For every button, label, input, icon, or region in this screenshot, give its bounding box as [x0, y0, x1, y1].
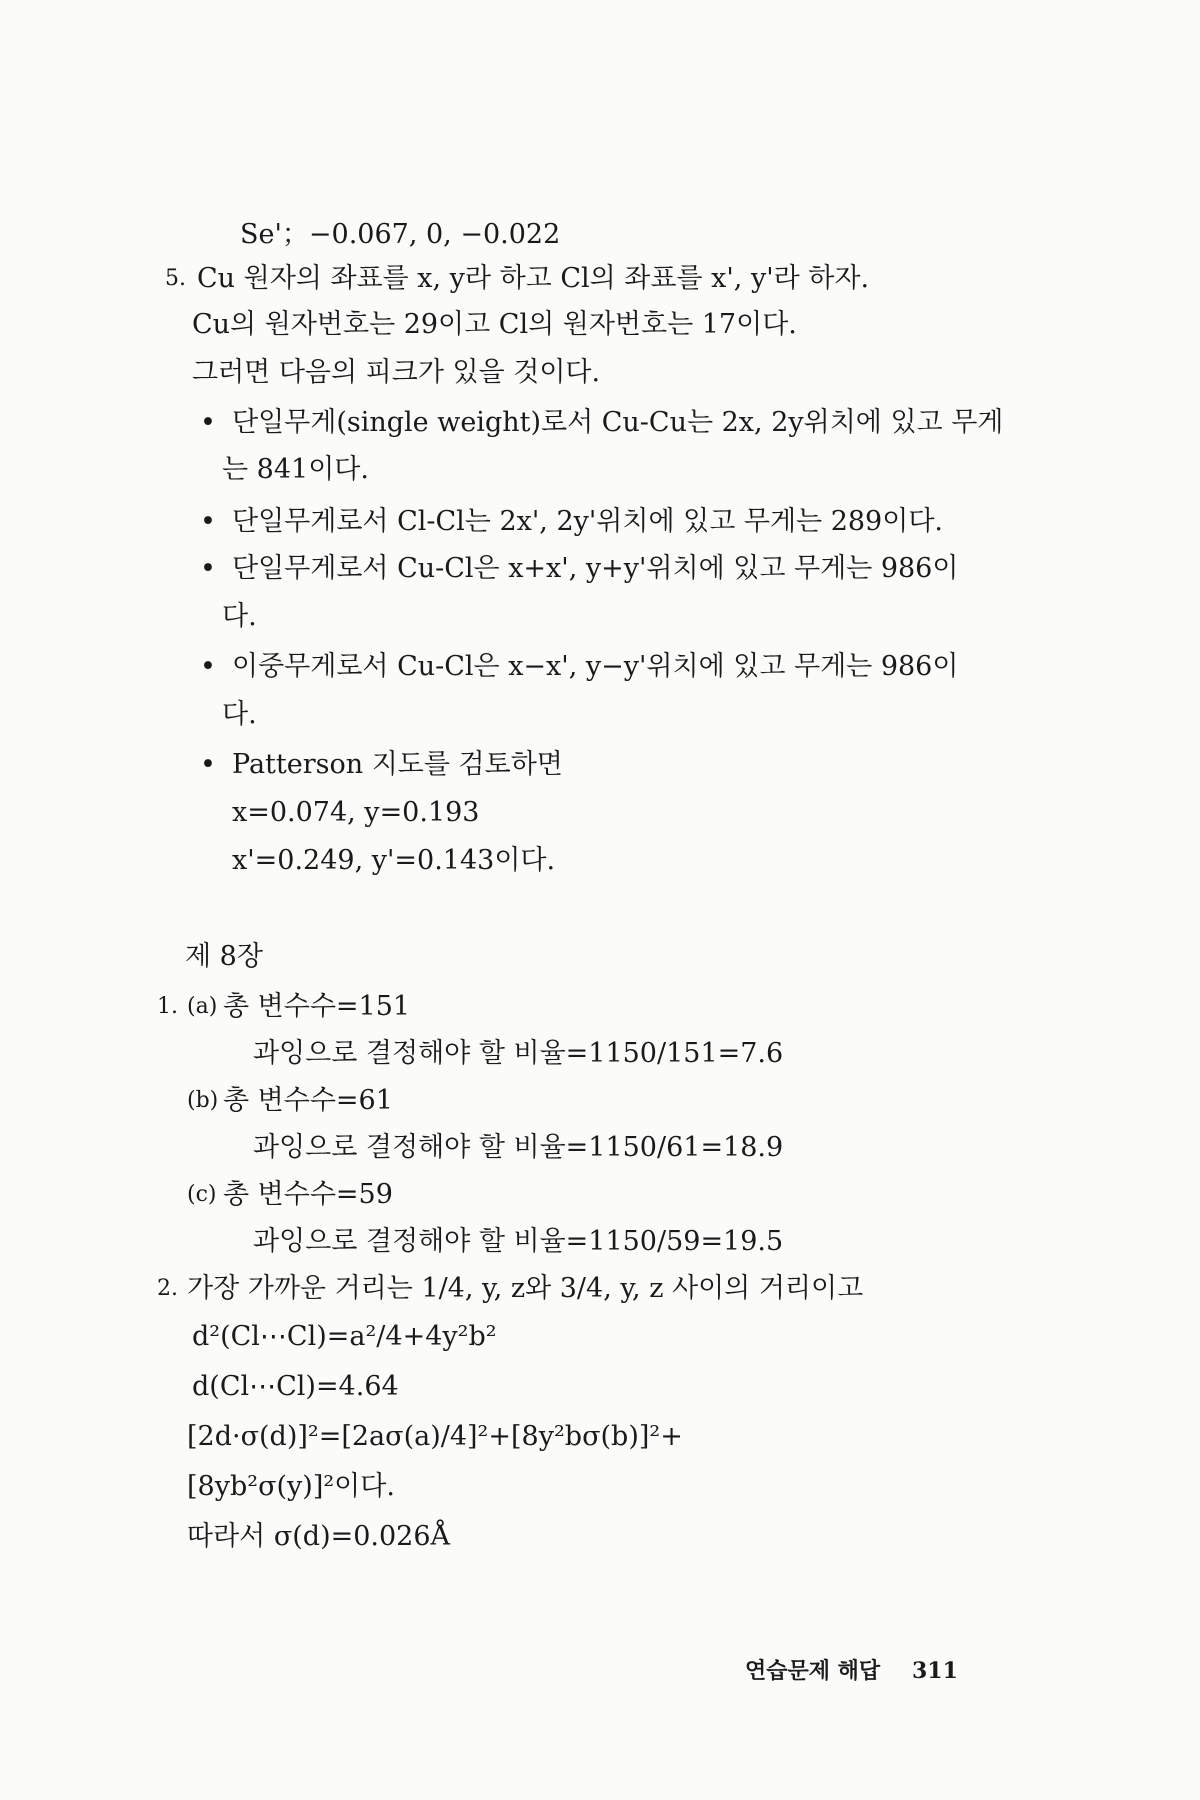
chapter-heading: 제 8장: [185, 941, 263, 972]
q1b-result: 과잉으로 결정해야 할 비율=1150/61=18.9: [253, 1132, 784, 1163]
q1c-result: 과잉으로 결정해야 할 비율=1150/59=19.5: [253, 1226, 784, 1257]
q1a-result: 과잉으로 결정해야 할 비율=1150/151=7.6: [253, 1038, 784, 1069]
q2-line-5: [8yb²σ(y)]²이다.: [187, 1471, 395, 1502]
p5-line-2: Cu의 원자번호는 29이고 Cl의 원자번호는 17이다.: [192, 309, 797, 340]
q2-line-1: 가장 가까운 거리는 1/4, y, z와 3/4, y, z 사이의 거리이고: [187, 1273, 864, 1304]
bullet-1-line-1: 단일무게(single weight)로서 Cu-Cu는 2x, 2y위치에 있고 무게: [232, 407, 1004, 438]
q2-line-3: d(Cl⋯Cl)=4.64: [192, 1371, 399, 1402]
bullet-5-line-1: Patterson 지도를 검토하면: [232, 749, 563, 780]
q1c-line: 총 변수수=59: [223, 1179, 393, 1210]
bullet-4-line-1: 이중무게로서 Cu-Cl은 x−x', y−y'위치에 있고 무게는 986이: [232, 651, 959, 682]
p5-line-1: Cu 원자의 좌표를 x, y라 하고 Cl의 좌표를 x', y'라 하자.: [197, 263, 870, 294]
item-number-5: 5.: [165, 266, 186, 291]
q1b-line: 총 변수수=61: [223, 1085, 393, 1116]
bullet-5: •: [200, 749, 216, 780]
q2-line-6: 따라서 σ(d)=0.026Å: [187, 1521, 451, 1552]
q2-line-2: d²(Cl⋯Cl)=a²/4+4y²b²: [192, 1321, 497, 1352]
sub-item-a: (a): [187, 994, 218, 1019]
se-coordinates: Se'；−0.067, 0, −0.022: [240, 219, 561, 250]
bullet-1-line-2: 는 841이다.: [222, 454, 369, 485]
sub-item-b: (b): [187, 1088, 219, 1113]
p5-line-3: 그러면 다음의 피크가 있을 것이다.: [192, 357, 601, 388]
bullet-3-line-1: 단일무게로서 Cu-Cl은 x+x', y+y'위치에 있고 무게는 986이: [232, 553, 959, 584]
bullet-2: •: [200, 506, 216, 537]
bullet-5-line-2: x=0.074, y=0.193: [232, 797, 480, 828]
bullet-5-line-3: x'=0.249, y'=0.143이다.: [232, 845, 556, 876]
bullet-1: •: [200, 407, 216, 438]
bullet-3-line-2: 다.: [222, 601, 257, 632]
q2-line-4: [2d·σ(d)]²=[2aσ(a)/4]²+[8y²bσ(b)]²+: [187, 1421, 683, 1452]
footer-section-title: 연습문제 해답: [745, 1658, 881, 1684]
sub-item-c: (c): [187, 1182, 217, 1207]
item-number-1: 1.: [157, 994, 178, 1019]
item-number-2: 2.: [157, 1276, 178, 1301]
page-number: 311: [912, 1658, 958, 1684]
bullet-4: •: [200, 651, 216, 682]
bullet-4-line-2: 다.: [222, 699, 257, 730]
bullet-3: •: [200, 553, 216, 584]
q1a-line: 총 변수수=151: [223, 991, 411, 1022]
bullet-2-line-1: 단일무게로서 Cl-Cl는 2x', 2y'위치에 있고 무게는 289이다.: [232, 506, 943, 537]
